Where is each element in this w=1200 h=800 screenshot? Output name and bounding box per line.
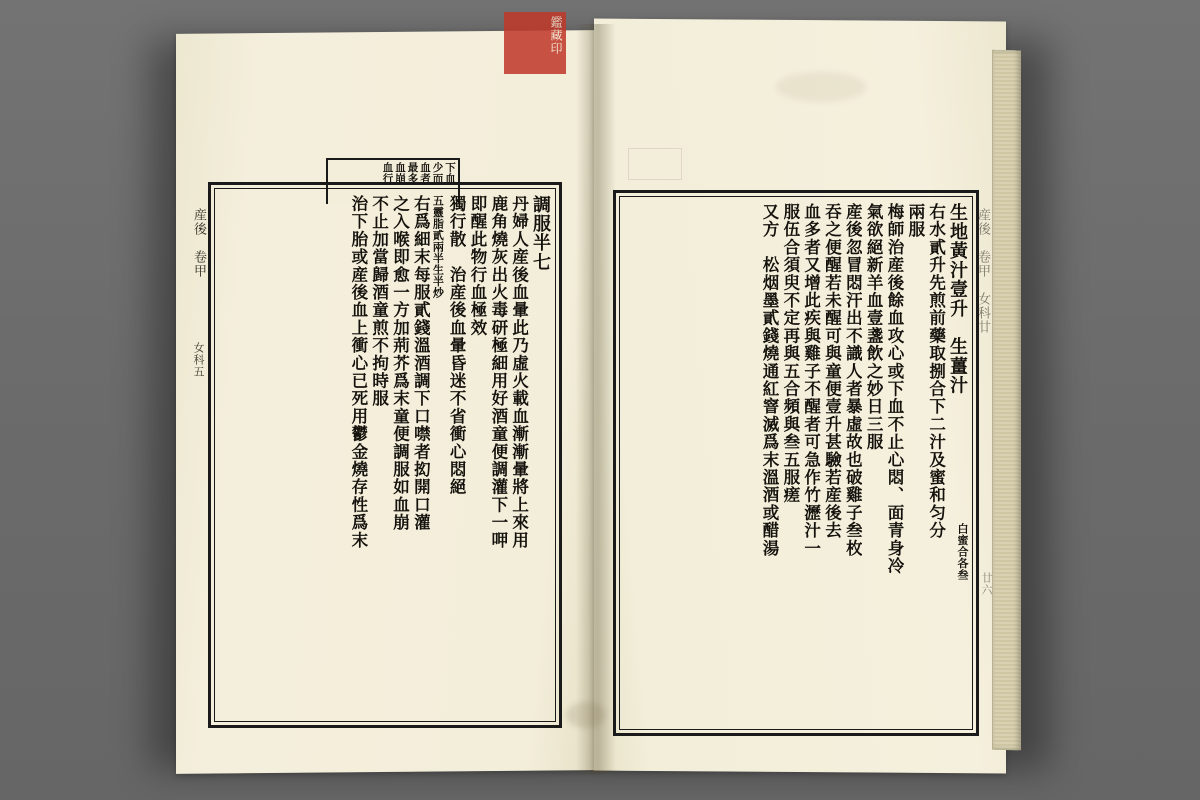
text-column: 之入喉即愈一方加荊芥爲末童便調服如血崩 (390, 195, 410, 532)
left-page-text-frame (208, 182, 562, 728)
right-page-side-label: 産後 卷甲 女科廿 (975, 208, 990, 334)
text-column: 産後忽冒悶汗出不識人者暴虛故也破雞子叁枚 (843, 203, 863, 557)
text-column: 鹿角燒灰出火毒研極細用好酒童便調灌下一呷 (488, 195, 508, 549)
header-column: 血行 (381, 162, 394, 184)
right-page-columns (624, 203, 968, 725)
header-column: 最多 (406, 162, 419, 184)
text-column: 調服半七 (530, 195, 551, 272)
text-column: 又方 松烟墨貳錢燒通紅窨滅爲末溫酒或醋湯 (760, 203, 780, 557)
text-column: 梅師治産後餘血攻心或下血不止心悶、面青身冷 (884, 203, 904, 575)
text-column: 治下胎或産後血上衝心已死用鬱金燒存性爲末 (348, 195, 368, 549)
page-wear-mark (776, 72, 866, 102)
left-page-columns (219, 195, 551, 717)
header-column: 少而 (431, 162, 444, 184)
text-column: 獨行散 治産後血暈昏迷不省衝心悶絕 (447, 195, 467, 496)
right-page-text-frame (613, 190, 979, 736)
header-column: 下血 (444, 162, 456, 184)
left-page-volume-label: 女科五 (192, 342, 205, 378)
text-column: 即醒此物行血極效 (467, 195, 487, 337)
text-column: 右爲細末每服貳錢溫酒調下口噤者抝開口灌 (411, 195, 431, 532)
page-wear-mark (566, 702, 606, 728)
text-column: 不止加當歸酒童煎不拘時服 (369, 195, 389, 408)
header-column: 血者 (419, 162, 431, 184)
text-column: 生地黃汁壹升 生薑汁 (947, 203, 968, 395)
text-column: 吞之便醒若未醒可與童便壹升甚驗若産後去 (822, 203, 842, 540)
right-page-number-label: 廿六 (980, 572, 993, 596)
ingredient-annotation: 白蜜合各叁 (956, 523, 969, 581)
text-column: 丹婦人産後血暈此乃虛火載血漸漸暈將上來用 (509, 195, 529, 549)
page-fore-edge (992, 50, 1021, 751)
text-column-annotation: 五靈脂貳兩半生半炒 (431, 195, 445, 299)
text-column: 氣欲絕新羊血壹盞飲之妙日三服 (864, 203, 884, 451)
text-column: 服伍合須臾不定再與五合頻與叁五服瘥 (780, 203, 800, 504)
text-column: 血多者又增此疾與雞子不醒者可急作竹瀝汁一 (801, 203, 821, 557)
red-seal-stamp: 鑑藏印 (504, 12, 566, 74)
text-column: 右水貳升先煎前藥取捌合下二汁及蜜和匀分 (926, 203, 946, 540)
left-page-side-label: 産後 卷甲 (191, 208, 206, 278)
faint-library-stamp (628, 148, 682, 180)
header-column: 血崩 (394, 162, 406, 184)
book-spine-shadow (576, 24, 616, 774)
text-column: 兩服 (905, 203, 925, 239)
open-book (176, 12, 1026, 780)
